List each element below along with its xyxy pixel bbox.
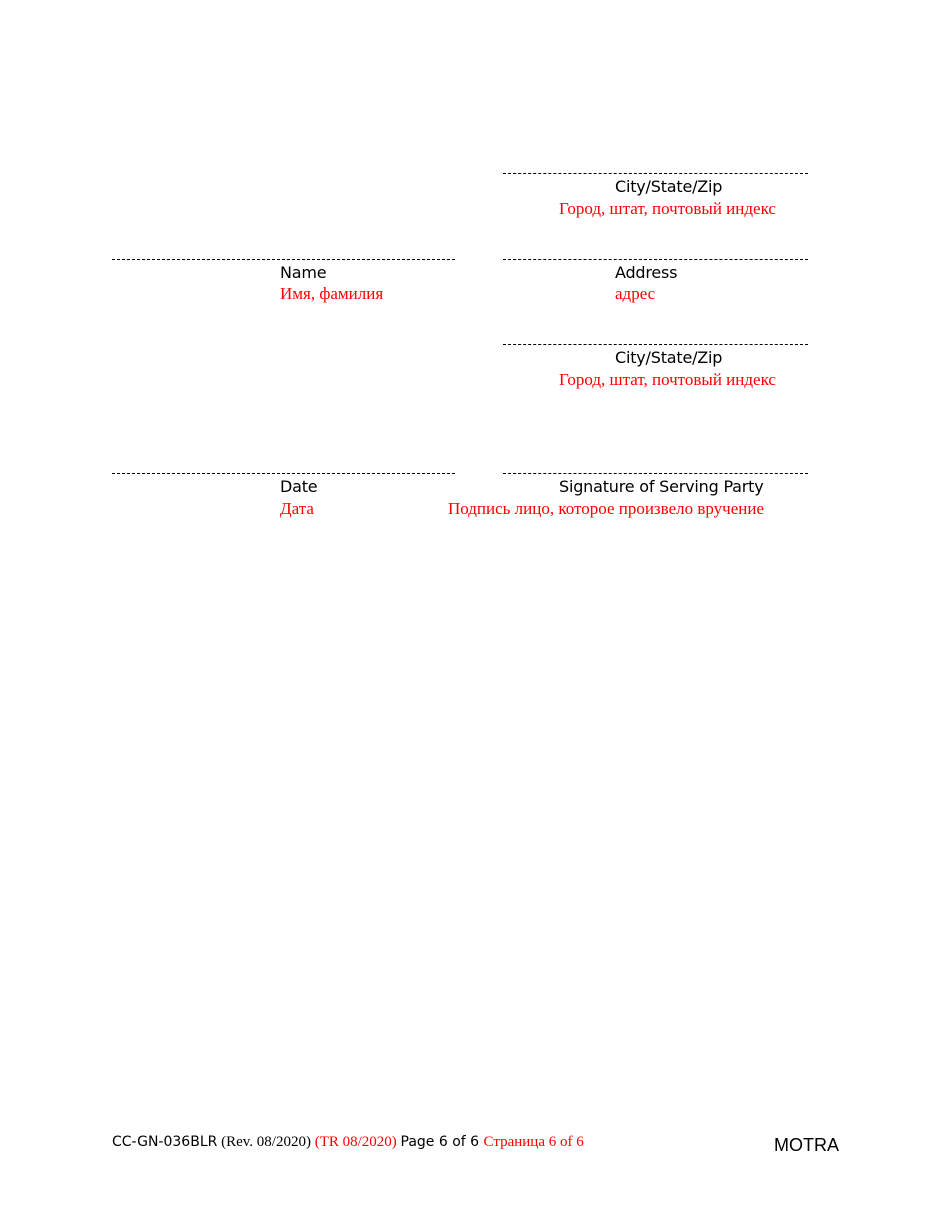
city-state-zip-label-1: City/State/Zip [615,177,723,196]
translation-revision: (TR 08/2020) [314,1134,401,1150]
name-line[interactable] [112,259,455,260]
page-number-translation: Страница 6 of 6 [483,1134,584,1150]
city-state-zip-translation-1: Город, штат, почтовый индекс [559,199,776,218]
footer [112,1132,584,1152]
revision: (Rev. 08/2020) [217,1134,315,1150]
city-state-zip-translation-2: Город, штат, почтовый индекс [559,370,776,389]
motra-label: MOTRA [774,1135,839,1155]
city-state-zip-label-2: City/State/Zip [615,348,723,367]
signature-label: Signature of Serving Party [559,477,764,496]
date-label: Date [280,477,318,496]
form-code: CC-GN-036BLR [112,1134,218,1150]
signature-translation: Подпись лицо, которое произвело вручение [448,499,764,518]
name-translation: Имя, фамилия [280,284,384,303]
name-label: Name [280,263,327,282]
address-label: Address [615,263,678,282]
city-state-zip-line-2[interactable] [503,344,808,345]
page-number: Page 6 of 6 [400,1134,484,1150]
address-translation: адрес [615,284,656,303]
signature-line[interactable] [503,473,808,474]
date-line[interactable] [112,473,455,474]
city-state-zip-line-1[interactable] [503,173,808,174]
date-translation: Дата [280,499,314,518]
address-line[interactable] [503,259,808,260]
